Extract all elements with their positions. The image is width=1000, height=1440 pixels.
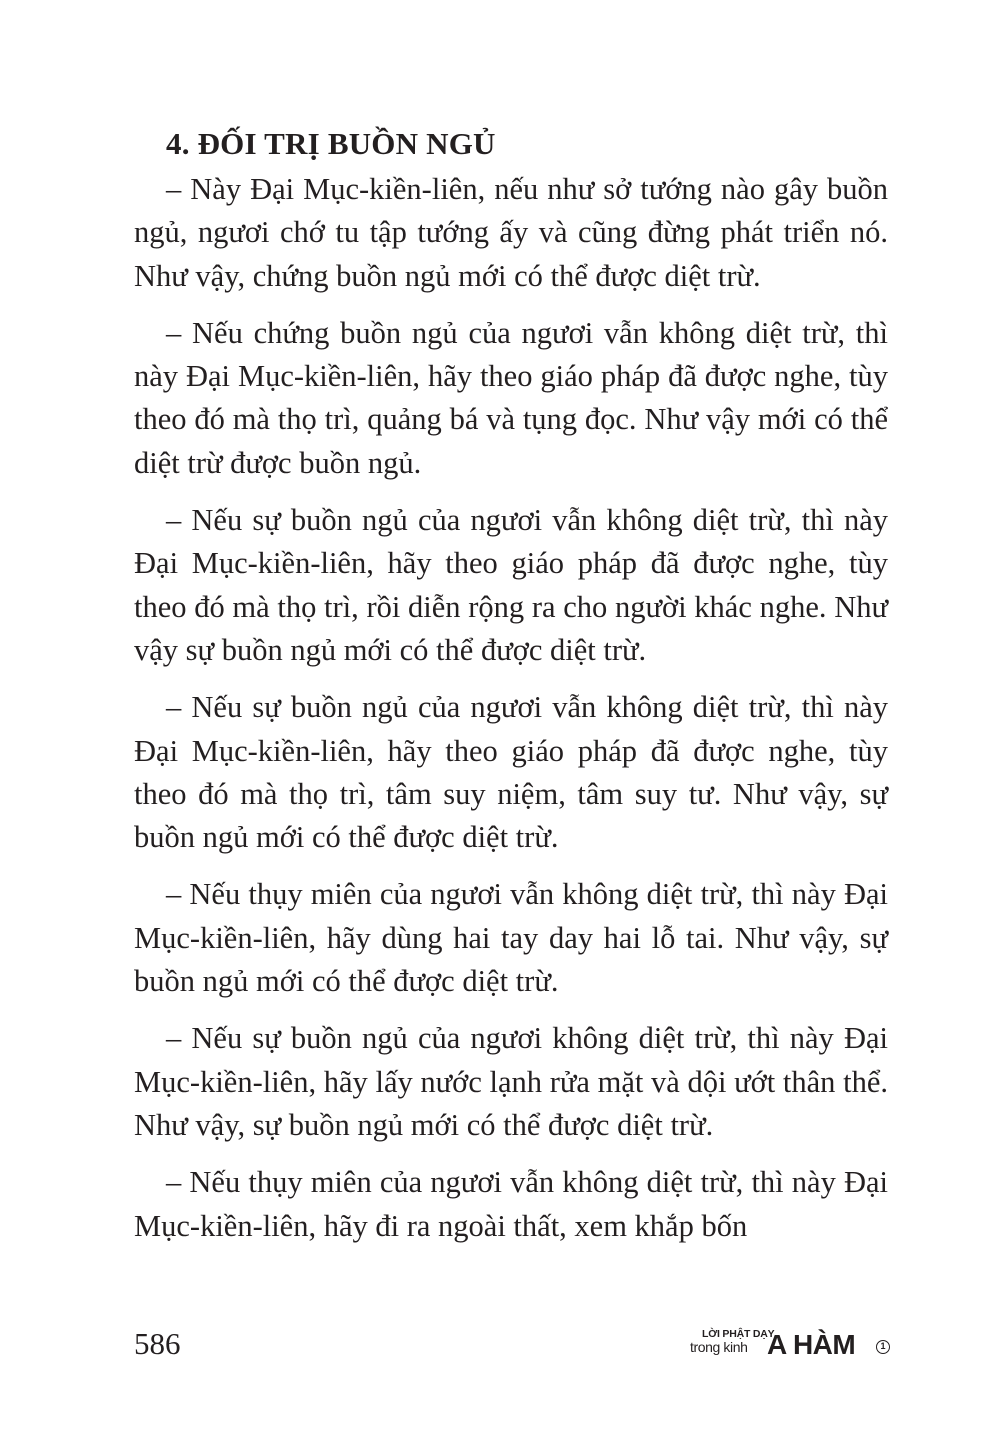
paragraph: – Nếu sự buồn ngủ của ngươi vẫn không diệt trừ, thì này Đại Mục-kiền-liên, hãy theo giáo pháp đã được nghe, tùy theo đó mà thọ trì, rồi diễn rộng ra cho người khác nghe. Như vậy sự buồn ngủ mới có thể được diệt trừ. <box>134 503 888 667</box>
book-title-main: A HÀM <box>767 1329 856 1360</box>
paragraph: – Nếu chứng buồn ngủ của ngươi vẫn không diệt trừ, thì này Đại Mục-kiền-liên, hãy theo giáo pháp đã được nghe, tùy theo đó mà thọ trì, quảng bá và tụng đọc. Như vậy mới có thể diệt trừ được buồn ngủ. <box>134 315 888 480</box>
volume-badge: 1 <box>876 1340 890 1354</box>
paragraph: – Nếu sự buồn ngủ của ngươi không diệt trừ, thì này Đại Mục-kiền-liên, hãy lấy nước lạnh rửa mặt và dội ướt thân thể. Như vậy, sự buồn ngủ mới có thể được diệt trừ. <box>134 1021 888 1142</box>
section-heading: 4. ĐỐI TRỊ BUỒN NGỦ <box>166 126 496 161</box>
book-title-logo <box>690 1328 890 1368</box>
paragraph: – Này Đại Mục-kiền-liên, nếu như sở tướng nào gây buồn ngủ, ngươi chớ tu tập tướng ấy và cũng đừng phát triển nó. Như vậy, chứng buồn ngủ mới có thể được diệt trừ. <box>134 172 888 293</box>
paragraph: – Nếu thụy miên của ngươi vẫn không diệt trừ, thì này Đại Mục-kiền-liên, hãy dùng hai tay day hai lỗ tai. Như vậy, sự buồn ngủ mới có thể được diệt trừ. <box>134 877 888 999</box>
page-footer <box>134 1322 890 1370</box>
page-number: 586 <box>134 1326 181 1361</box>
paragraph: – Nếu sự buồn ngủ của ngươi vẫn không diệt trừ, thì này Đại Mục-kiền-liên, hãy theo giáo pháp đã được nghe, tùy theo đó mà thọ trì, tâm suy niệm, tâm suy tư. Như vậy, sự buồn ngủ mới có thể được diệt trừ. <box>134 690 888 855</box>
paragraph: – Nếu thụy miên của ngươi vẫn không diệt trừ, thì này Đại Mục-kiền-liên, hãy đi ra ngoài thất, xem khắp bốn <box>134 1165 888 1243</box>
page-body <box>134 122 888 1262</box>
book-title-line2: trong kinh <box>690 1339 748 1355</box>
book-title-line1: LỜI PHẬT DẠY <box>702 1328 775 1340</box>
